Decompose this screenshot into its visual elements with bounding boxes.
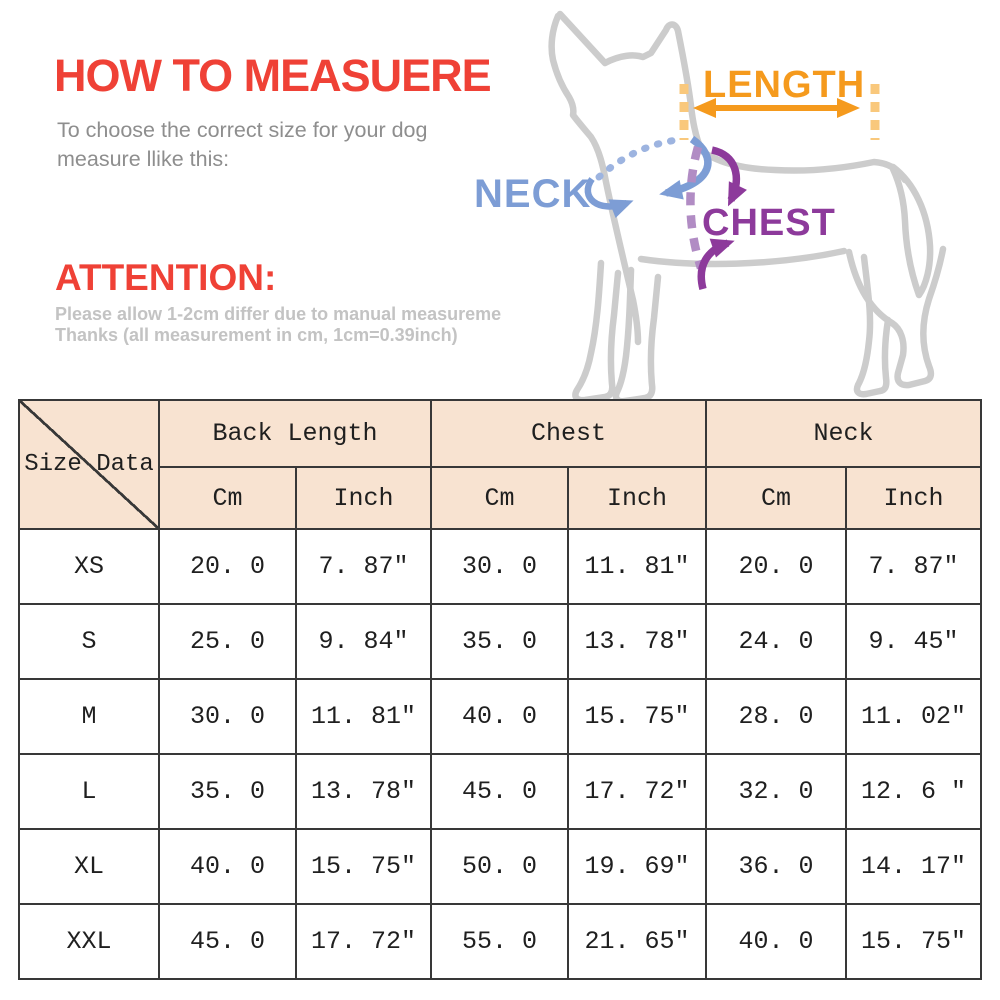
table-cell: 40. 0	[706, 904, 846, 979]
table-cell: 32. 0	[706, 754, 846, 829]
size-label: XL	[19, 829, 159, 904]
table-cell: 13. 78″	[296, 754, 431, 829]
neck-label: NECK	[474, 172, 592, 216]
group-header-back-length: Back Length	[159, 400, 431, 467]
dog-rear-leg-far	[857, 257, 888, 394]
table-cell: 28. 0	[706, 679, 846, 754]
table-row-xs	[19, 529, 981, 604]
size-label: XS	[19, 529, 159, 604]
table-cell: 12. 6 ″	[846, 754, 981, 829]
attention-heading: ATTENTION:	[55, 257, 277, 298]
table-cell: 30. 0	[159, 679, 296, 754]
table-row-l	[19, 754, 981, 829]
table-cell: 30. 0	[431, 529, 568, 604]
table-row-xl	[19, 829, 981, 904]
unit-header: Cm	[159, 467, 296, 529]
table-cell: 9. 45″	[846, 604, 981, 679]
table-cell: 35. 0	[431, 604, 568, 679]
corner-size-data-cell: Size Data	[19, 400, 159, 529]
size-label: M	[19, 679, 159, 754]
size-chart-table	[18, 399, 982, 980]
size-label: L	[19, 754, 159, 829]
chest-label: CHEST	[702, 202, 836, 244]
subtitle-line-2: measure llike this:	[57, 146, 230, 171]
group-header-neck: Neck	[706, 400, 981, 467]
table-row-s	[19, 604, 981, 679]
table-cell: 36. 0	[706, 829, 846, 904]
chest-dashed-line	[690, 147, 701, 268]
table-cell: 40. 0	[159, 829, 296, 904]
table-cell: 25. 0	[159, 604, 296, 679]
table-cell: 20. 0	[159, 529, 296, 604]
neck-dotted-arc	[599, 140, 677, 177]
table-cell: 55. 0	[431, 904, 568, 979]
table-cell: 20. 0	[706, 529, 846, 604]
table-cell: 19. 69″	[568, 829, 706, 904]
table-cell: 11. 81″	[296, 679, 431, 754]
table-cell: 35. 0	[159, 754, 296, 829]
table-cell: 45. 0	[431, 754, 568, 829]
table-cell: 9. 84″	[296, 604, 431, 679]
table-cell: 7. 87″	[846, 529, 981, 604]
length-label: LENGTH	[703, 64, 866, 106]
dog-front-leg-near	[575, 263, 618, 400]
table-cell: 15. 75″	[296, 829, 431, 904]
table-row-m	[19, 679, 981, 754]
table-cell: 11. 02″	[846, 679, 981, 754]
neck-arrow-large	[666, 139, 708, 193]
attention-note-line-1: Please allow 1-2cm differ due to manual measureme	[55, 304, 502, 324]
table-cell: 15. 75″	[568, 679, 706, 754]
unit-header: Inch	[296, 467, 431, 529]
page-title: HOW TO MEASUERE	[54, 50, 491, 101]
unit-header-row	[19, 467, 981, 529]
subtitle-line-1: To choose the correct size for your dog	[57, 118, 428, 142]
attention-note-line-2: Thanks (all measurement in cm, 1cm=0.39inch)	[55, 325, 458, 346]
table-cell: 15. 75″	[846, 904, 981, 979]
unit-header: Inch	[846, 467, 981, 529]
group-header-chest: Chest	[431, 400, 706, 467]
table-cell: 50. 0	[431, 829, 568, 904]
table-row-xxl	[19, 904, 981, 979]
size-label: S	[19, 604, 159, 679]
table-cell: 17. 72″	[296, 904, 431, 979]
table-cell: 17. 72″	[568, 754, 706, 829]
table-cell: 14. 17″	[846, 829, 981, 904]
table-cell: 45. 0	[159, 904, 296, 979]
table-cell: 40. 0	[431, 679, 568, 754]
table-cell: 7. 87″	[296, 529, 431, 604]
table-cell: 21. 65″	[568, 904, 706, 979]
unit-header: Cm	[706, 467, 846, 529]
unit-header: Cm	[431, 467, 568, 529]
size-label: XXL	[19, 904, 159, 979]
table-cell: 24. 0	[706, 604, 846, 679]
table-cell: 11. 81″	[568, 529, 706, 604]
unit-header: Inch	[568, 467, 706, 529]
group-header-row	[19, 400, 981, 467]
dog-belly	[641, 251, 844, 264]
table-cell: 13. 78″	[568, 604, 706, 679]
dog-tail	[893, 167, 930, 295]
